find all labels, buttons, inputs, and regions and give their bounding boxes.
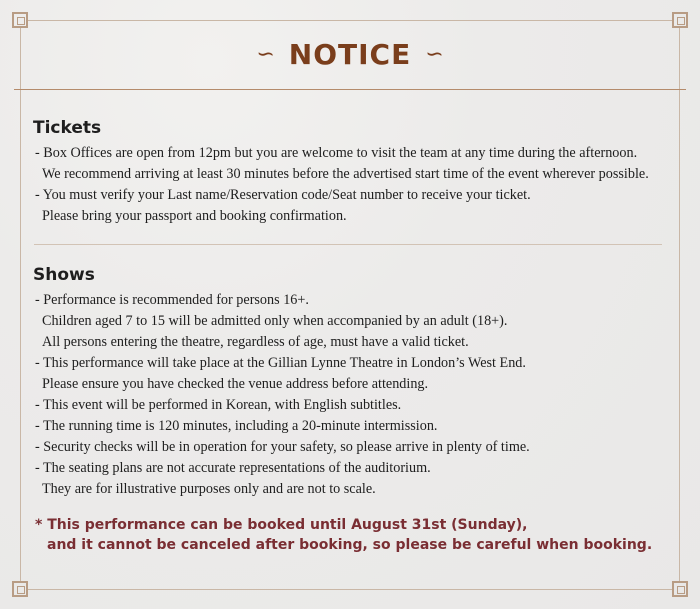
list-item: - The running time is 120 minutes, including a 20-minute intermission. [35,418,438,434]
list-item: - Box Offices are open from 12pm but you are welcome to visit the team at any time during the afternoon. [35,145,638,161]
list-item: - This event will be performed in Korean, with English subtitles. [35,397,402,413]
list-item: We recommend arriving at least 30 minutes before the advertised start time of the event wherever possible. [42,166,649,182]
list-item: - You must verify your Last name/Reservation code/Seat number to receive your ticket. [35,187,531,203]
swirl-ornament-left-icon: ∽ [256,42,275,67]
swirl-ornament-right-icon: ∽ [425,42,444,67]
frame-right-line [679,28,680,581]
list-item: - This performance will take place at the Gillian Lynne Theatre in London’s West End. [35,355,526,371]
shows-list [35,290,530,500]
corner-ornament-top-left [12,12,28,28]
frame-left-line [20,28,21,581]
list-item: Please bring your passport and booking confirmation. [42,208,347,224]
warning-line: and it cannot be canceled after booking, so please be careful when booking. [47,537,653,553]
tickets-heading: Tickets [33,118,102,138]
shows-heading: Shows [33,265,95,285]
page-title: NOTICE [288,38,412,71]
tickets-list [35,143,649,227]
corner-ornament-bottom-left [12,581,28,597]
corner-ornament-bottom-right [672,581,688,597]
warning-line: * This performance can be booked until August 31st (Sunday), [35,517,528,533]
list-item: They are for illustrative purposes only and are not to scale. [42,481,376,497]
list-item: - The seating plans are not accurate representations of the auditorium. [35,460,431,476]
frame-top-line [28,20,672,21]
header-divider [14,89,686,90]
list-item: - Performance is recommended for persons 16+. [35,292,309,308]
frame-bottom-line [28,589,672,590]
list-item: Please ensure you have checked the venue address before attending. [42,376,429,392]
notice-header [0,38,700,71]
corner-ornament-top-right [672,12,688,28]
list-item: All persons entering the theatre, regardless of age, must have a valid ticket. [42,334,469,350]
list-item: Children aged 7 to 15 will be admitted only when accompanied by an adult (18+). [42,313,508,329]
list-item: - Security checks will be in operation for your safety, so please arrive in plenty of time. [35,439,530,455]
section-divider [34,244,662,245]
booking-warning [35,515,652,555]
